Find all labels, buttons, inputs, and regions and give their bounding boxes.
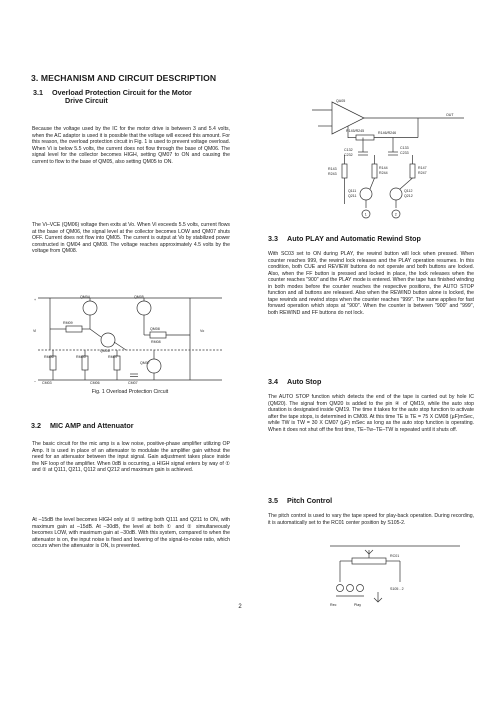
label-r144: R144: [379, 166, 388, 170]
label-q212: Q212: [404, 194, 413, 198]
label-r145: R145/R245: [346, 129, 365, 133]
label-rm07: RM07: [108, 355, 118, 359]
page-number: 2: [238, 604, 242, 610]
section-title: 3. MECHANISM AND CIRCUIT DESCRIPTION: [31, 73, 217, 83]
pitch-control-circuit-diagram: [290, 536, 470, 610]
label-cm07: CM07: [128, 381, 138, 384]
label-rec: Rec: [330, 603, 337, 607]
label-cm03: CM03: [42, 381, 52, 384]
label-rm05: RM05: [76, 355, 86, 359]
section-3-4-title: Auto Stop: [287, 377, 322, 386]
label-c132: C132: [344, 148, 353, 152]
label-qm05: QM05: [134, 295, 144, 299]
auto-stop-paragraph: The AUTO STOP function which detects the end of the tape is carried out by hole IC (QM20). The signal from QM20 is added to the pin ④ of QM19, while the auto stop duration is designated inside QM19. The time it takes for the auto stop function to activate after the tape stops, is determined in CM08. At this time TE is TE = 75 X CM08 (µF)mSec, while TW is TW = 30 X CM07 (µF) mSec as long as the auto stop function is operating. When it does not shut off the first time, TE–Tw–TE–TW is repeated until it shuts off.: [268, 394, 474, 433]
section-3-2-title: MIC AMP and Attenuator: [50, 421, 134, 430]
section-3-3-title: Auto PLAY and Automatic Rewind Stop: [287, 234, 421, 243]
section-3-4-number: 3.4: [268, 377, 278, 386]
mic-amp-paragraph-1: The basic circuit for the mic amp is a low noise, positive-phase amplifier utilizing OP Amp. It is used in place of an attenuator to modulate the amplifier gain without the need for an attenuator between the input signal. Gain adjustment takes place inside the NF loop of the amplifier. When 0dB is occurring, a HIGH signal enters by way of ① and ② at Q111, Q211, Q112 and Q212 and maximum gain is achieved.: [32, 441, 230, 474]
pitch-control-paragraph: The pitch control is used to vary the tape speed for play-back operation. During recording, it is automatically set to the RC01 center position by S105-2.: [268, 513, 474, 526]
label-rm06: RM06: [44, 355, 54, 359]
label-r146: R146/R246: [378, 131, 397, 135]
mic-amp-paragraph-2: At –15dB the level becomes HIGH only at ① setting both Q111 and Q211 to ON, with maximum gain at –15dB. At –30dB, the level at both ① and ② simultaneously becomes LOW, with maximum gain at –30dB. With this system, compared to when the attenuator is on, the input noise is fixed and lowering of the signal-to-noise ratio, which occurs when the attenuator is ON, is prevented.: [32, 517, 230, 550]
label-vi: Vi: [33, 329, 37, 333]
label-cm06: CM06: [90, 381, 100, 384]
label-terminal-1: 1: [364, 212, 367, 217]
label-q112: Q112: [404, 189, 413, 193]
label-r143: R143: [328, 167, 337, 171]
overload-protection-circuit-diagram: [30, 292, 230, 384]
label-qm07: QM07: [140, 361, 150, 365]
overload-paragraph-1: Because the voltage used by the IC for the motor drive is between 3 and 5.4 volts, when the AC adaptor is used it is possible that the voltage will exceed this amount. For this reason, the overload protection circuit in Fig. 1 is used to prevent voltage overload. When Vi is below 5.5 volts, the current does not flow through the base of QM06. The signal level for the collector becomes HIGH, setting QM07 to ON and causing the current to flow to the base of QM05, also setting QM05 to ON.: [32, 126, 230, 165]
label-terminal-2: 2: [394, 212, 397, 217]
label-rm09: RM09: [63, 321, 73, 325]
section-3-1-title-line-1: Overload Protection Circuit for the Motor: [52, 88, 192, 97]
label-out: OUT: [446, 113, 454, 117]
label-qm08: QM08: [150, 327, 160, 331]
label-r147: R147: [418, 166, 427, 170]
label-s105-2: S105 - 2: [390, 587, 404, 591]
overload-paragraph-2: The Vi–VCE (QM06) voltage then exits at Vo. When Vi exceeds 5.5 volts, current flows at the base of QM06, the signal level at the collector becomes LOW and QM07 shuts OFF. Current does not flow into QM05. The current is output at Vo by stabilized power constructed in QM04 and QM08. The voltage reaches approximately 4.5 volts by the voltage from QM08.: [32, 222, 230, 255]
section-3-2-number: 3.2: [31, 421, 41, 430]
label-r244: R244: [379, 171, 388, 175]
label-qm04: QM04: [80, 295, 90, 299]
label-q111: Q111: [348, 189, 357, 193]
label-rm08: RM08: [151, 340, 161, 344]
label-minus-terminal: –: [34, 379, 36, 383]
auto-play-paragraph: With SC03 set to ON during PLAY, the rewind button will lock when pressed. When counter reaches 999, the rewind lock releases and the PLAY operation resumes. In this condition, both CUE and REVIEW buttons do not operate and both buttons are locked. Also, when the FF button is pressed and locked in place, the lock releases when the counter reaches "900" and the PLAY mode is entered. When the tape has finished winding in both modes before the counter reaches the respective positions, the AUTO STOP function and all buttons are released. Also when the REWIND button alone is locked, the tape rewinds and rewind stops when the counter reaches "999". The same applies for fast forward operation which stops at "900". When the counter is between "900" and "999", both REWIND and FF buttons do not lock.: [268, 251, 474, 316]
fig1-caption: Fig. 1 Overload Protection Circuit: [91, 389, 169, 395]
label-qm06: QM06: [100, 349, 110, 353]
label-c233: C233: [400, 151, 409, 155]
section-3-5-title: Pitch Control: [287, 496, 333, 505]
label-plus-terminal: +: [34, 298, 37, 302]
section-3-3-number: 3.3: [268, 234, 278, 243]
label-vo: Vo: [200, 329, 205, 333]
label-c133: C133: [400, 146, 409, 150]
label-q211: Q211: [348, 194, 357, 198]
label-qa05: QA05: [336, 99, 346, 103]
label-r243: R243: [328, 172, 337, 176]
label-rc01: RC01: [390, 554, 400, 558]
mic-amp-circuit-diagram: [268, 72, 480, 224]
section-3-5-number: 3.5: [268, 496, 278, 505]
label-r247: R247: [418, 171, 427, 175]
section-3-1-number: 3.1: [33, 88, 43, 97]
section-3-1-title-line-2: Drive Circuit: [65, 96, 108, 105]
label-play: Play: [354, 603, 361, 607]
label-c232: C232: [344, 153, 353, 157]
